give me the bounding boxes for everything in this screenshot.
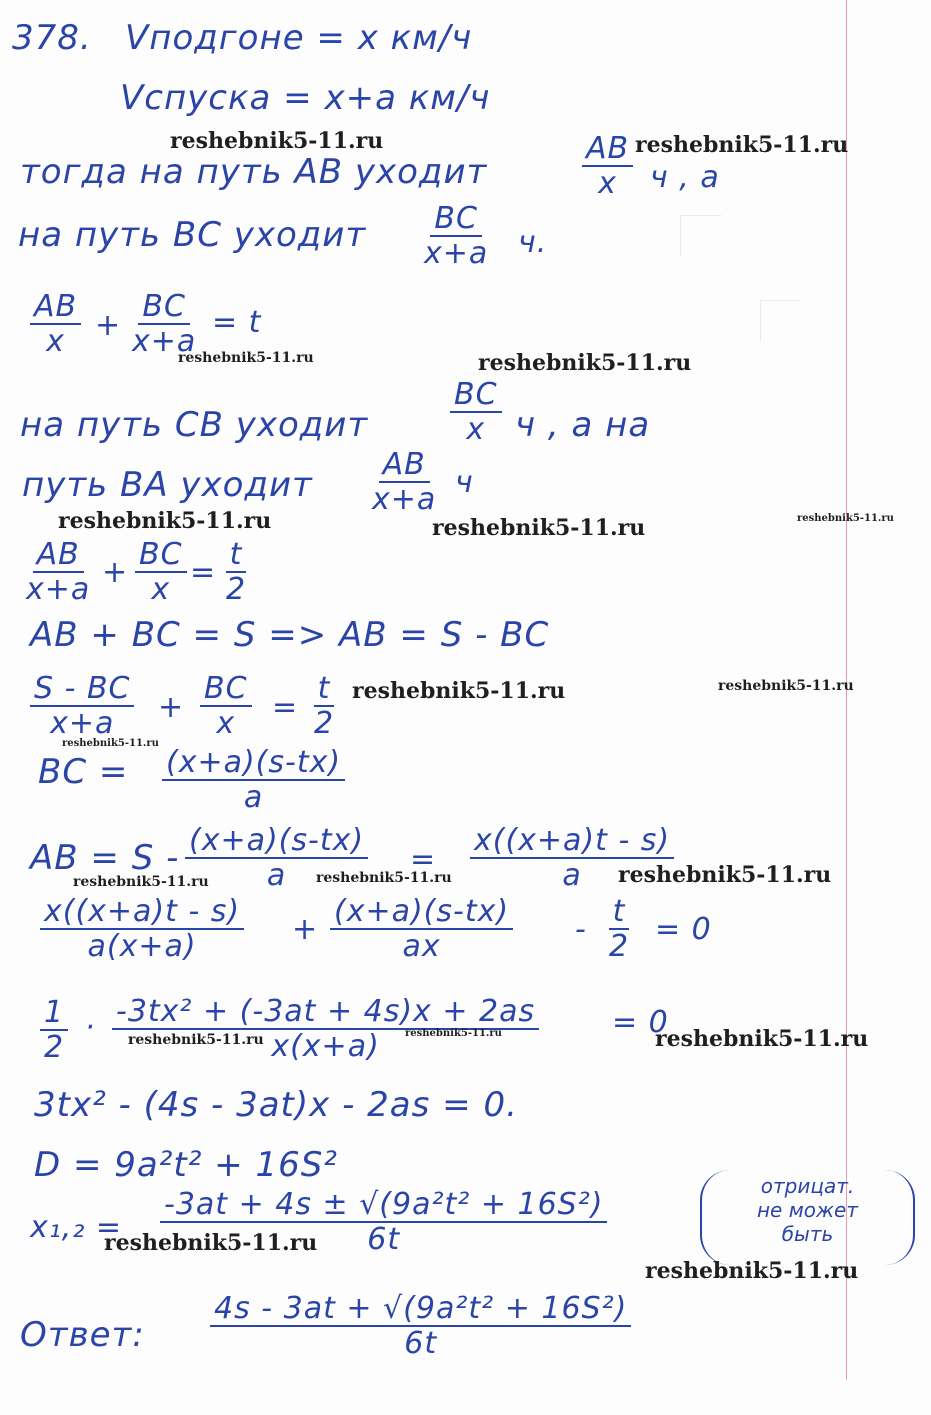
ab-lhs: AB = S - <box>30 838 180 878</box>
ab-result-fraction-1: $\frac{(x+a)(s-tx)}{a}$ <box>185 824 368 892</box>
big-minus: - <box>575 912 587 947</box>
discriminant: D = 9a²t² + 16S² <box>34 1145 338 1185</box>
answer-fraction: $\frac{\text{4s - 3at + √(9a²t² + 16S²)}}{6t}$ <box>210 1292 631 1360</box>
text-line-cb-tail: ч , а на <box>515 405 651 445</box>
eq3-fraction-t-2: $\frac{t}{2}$ <box>314 671 335 741</box>
ab-equals: = <box>410 842 437 877</box>
eq2-equals: = <box>190 555 217 590</box>
big-plus: + <box>292 912 319 947</box>
big-fraction-1: $\frac{x((x+a)t - s)}{a(x+a)}$ <box>40 895 244 963</box>
eq2-fraction-ab-xa: $\frac{AB}{x+a}$ <box>26 537 91 607</box>
watermark: reshebnik5-11.ru <box>645 1258 859 1284</box>
sum-equation: AB + BC = S => AB = S - BC <box>30 615 550 655</box>
eq3-equals: = <box>272 690 299 725</box>
text-line-ab: тогда на путь AB уходит <box>20 152 488 192</box>
watermark: reshebnik5-11.ru <box>104 1230 318 1256</box>
answer-label: Ответ: <box>20 1315 145 1355</box>
big-fraction-2: $\frac{(x+a)(s-tx)}{ax}$ <box>330 895 513 963</box>
watermark: reshebnik5-11.ru <box>128 1032 264 1048</box>
watermark: reshebnik5-11.ru <box>655 1026 869 1052</box>
eq3-plus: + <box>158 690 185 725</box>
speed-uphill: Vподгоне = x км/ч <box>125 18 473 58</box>
watermark: reshebnik5-11.ru <box>478 350 692 376</box>
bc-result-fraction: $\frac{(x+a)(s-tx)}{a}$ <box>162 746 345 814</box>
text-line-cb: на путь CB уходит <box>20 405 369 445</box>
watermark: reshebnik5-11.ru <box>797 513 894 524</box>
big-fraction-t-2: $\frac{t}{2}$ <box>609 894 630 964</box>
eq2-fraction-bc-x: $\frac{BC}{x}$ <box>135 538 187 606</box>
polynomial-fraction: $\frac{\text{-3tx² + (-3at + 4s)x + 2as}}{x(x+a)}$ <box>112 995 539 1063</box>
speed-downhill: Vспуска = x+a км/ч <box>120 78 491 118</box>
watermark: reshebnik5-11.ru <box>618 862 832 888</box>
eq1-plus: + <box>95 308 122 343</box>
roots-fraction: $\frac{\text{-3at + 4s ± √(9a²t² + 16S²)}}{6t}$ <box>160 1188 607 1256</box>
watermark: reshebnik5-11.ru <box>62 738 159 749</box>
polynomial-equals-zero: = 0 <box>612 1005 669 1040</box>
eq3-fraction-s-bc: $\frac{S - BC}{x+a}$ <box>30 672 134 740</box>
problem-number: 378. <box>12 18 92 58</box>
grid-mark <box>760 300 801 341</box>
eq1-fraction-bc-xa: $\frac{BC}{x+a}$ <box>132 289 197 359</box>
roots-lhs: x₁,₂ = <box>30 1210 123 1245</box>
text-line-ba-tail: ч <box>455 465 474 500</box>
eq3-fraction-bc-x: $\frac{BC}{x}$ <box>200 672 252 740</box>
watermark: reshebnik5-11.ru <box>718 678 854 694</box>
fraction-ab-xa: $\frac{AB}{x+a}$ <box>372 447 437 517</box>
watermark: reshebnik5-11.ru <box>405 1028 502 1039</box>
eq1-rhs: = t <box>212 305 262 340</box>
text-line-bc: на путь BC уходит <box>18 215 367 255</box>
watermark: reshebnik5-11.ru <box>352 678 566 704</box>
eq1-fraction-ab-x: $\frac{AB}{x}$ <box>30 290 81 358</box>
bc-lhs: BC = <box>38 752 129 792</box>
eq2-fraction-t-2: $\frac{t}{2}$ <box>226 537 247 607</box>
half-dot: · <box>85 1010 96 1045</box>
fraction-bc-x: $\frac{BC}{x}$ <box>450 378 502 446</box>
big-equals-zero: = 0 <box>655 912 712 947</box>
watermark: reshebnik5-11.ru <box>316 870 452 886</box>
fraction-bc-xa: $\frac{BC}{x+a}$ <box>424 201 489 271</box>
fraction-ab-x: $\frac{AB}{x}$ <box>582 132 633 200</box>
watermark: reshebnik5-11.ru <box>432 515 646 541</box>
watermark: reshebnik5-11.ru <box>58 508 272 534</box>
text-line-ba: путь BA уходит <box>22 465 313 505</box>
watermark: reshebnik5-11.ru <box>170 128 384 154</box>
text-line-bc-tail: ч. <box>518 225 548 260</box>
watermark: reshebnik5-11.ru <box>73 874 209 890</box>
grid-mark <box>680 215 721 256</box>
watermark: reshebnik5-11.ru <box>178 350 314 366</box>
negative-root-note: отрицат. не может быть <box>700 1170 915 1265</box>
quadratic-equation: 3tx² - (4s - 3at)x - 2as = 0. <box>34 1085 518 1125</box>
ab-result-fraction-2: $\frac{x((x+a)t - s)}{a}$ <box>470 824 674 892</box>
text-line-ab-tail: ч , а <box>650 160 720 195</box>
half-fraction: $\frac{1}{2}$ <box>40 996 68 1064</box>
watermark: reshebnik5-11.ru <box>635 132 849 158</box>
eq2-plus: + <box>102 555 129 590</box>
